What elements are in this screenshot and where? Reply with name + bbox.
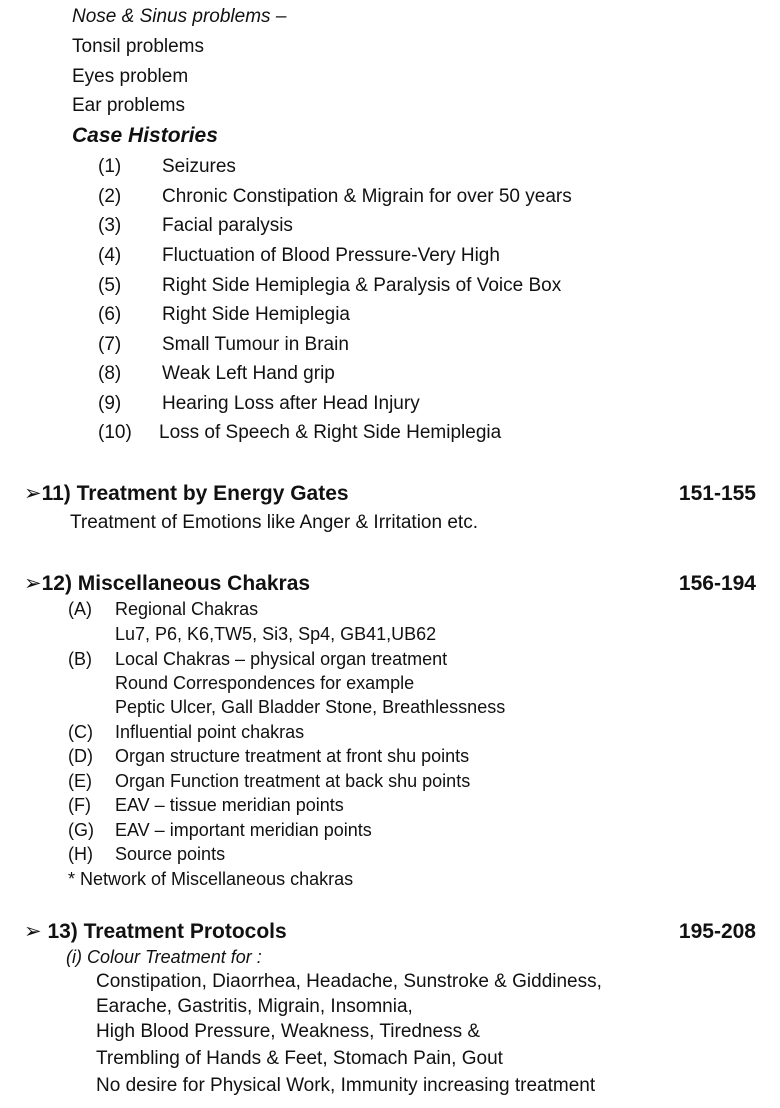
- case-number: (8): [98, 363, 122, 384]
- item-text: Organ Function treatment at back shu points: [115, 771, 471, 791]
- protocol-line: No desire for Physical Work, Immunity increasing treatment: [96, 1075, 596, 1096]
- section-13-title: 13) Treatment Protocols: [47, 920, 287, 943]
- case-text: Chronic Constipation & Migrain for over 50 years: [162, 186, 572, 207]
- section-12-pages: 156-194: [678, 572, 756, 595]
- protocol-line: Constipation, Diaorrhea, Headache, Sunstroke & Giddiness,: [96, 971, 602, 992]
- protocol-line: Trembling of Hands & Feet, Stomach Pain, Gout: [96, 1048, 503, 1069]
- case-histories-title: Case Histories: [72, 124, 218, 147]
- case-text: Small Tumour in Brain: [162, 334, 349, 355]
- section-12-title: 12) Miscellaneous Chakras: [41, 572, 311, 595]
- item-letter: (D): [68, 746, 93, 766]
- case-text: Right Side Hemiplegia: [162, 304, 350, 325]
- section-12-heading: [24, 572, 310, 596]
- section-11-description: Treatment of Emotions like Anger & Irritation etc.: [70, 512, 478, 533]
- section-11-heading: [24, 482, 349, 506]
- case-text: Hearing Loss after Head Injury: [162, 393, 420, 414]
- ear-item: Ear problems: [72, 95, 185, 116]
- section-11-pages: 151-155: [678, 482, 756, 505]
- item-letter: (A): [68, 599, 92, 619]
- case-text: Right Side Hemiplegia & Paralysis of Voice Box: [162, 275, 562, 296]
- item-text: Peptic Ulcer, Gall Bladder Stone, Breathlessness: [115, 697, 506, 717]
- case-number: (4): [98, 245, 122, 266]
- case-text: Weak Left Hand grip: [162, 363, 335, 384]
- item-text: Lu7, P6, K6,TW5, Si3, Sp4, GB41,UB62: [115, 624, 437, 644]
- tonsil-item: Tonsil problems: [72, 36, 204, 57]
- case-number: (7): [98, 334, 122, 355]
- item-letter: (B): [68, 649, 92, 669]
- case-text: Loss of Speech & Right Side Hemiplegia: [159, 422, 502, 443]
- item-letter: (H): [68, 844, 93, 864]
- case-text: Seizures: [162, 156, 236, 177]
- section-13-pages: 195-208: [678, 920, 756, 943]
- section-13-heading: [24, 920, 287, 944]
- case-number: (10): [98, 422, 132, 443]
- section-12-note: * Network of Miscellaneous chakras: [68, 869, 354, 889]
- item-text: EAV – important meridian points: [115, 820, 372, 840]
- item-letter: (E): [68, 771, 92, 791]
- case-number: (6): [98, 304, 122, 325]
- colour-treatment-subtitle: (i) Colour Treatment for :: [66, 947, 262, 967]
- item-letter: (C): [68, 722, 93, 742]
- item-text: Local Chakras – physical organ treatment: [115, 649, 448, 669]
- case-text: Facial paralysis: [162, 215, 293, 236]
- case-text: Fluctuation of Blood Pressure-Very High: [162, 245, 500, 266]
- section-11-title: 11) Treatment by Energy Gates: [41, 482, 349, 505]
- item-text: Organ structure treatment at front shu points: [115, 746, 470, 766]
- arrow-icon: ➢: [24, 572, 42, 595]
- item-text: Source points: [115, 844, 226, 864]
- item-text: Influential point chakras: [115, 722, 305, 742]
- item-text: EAV – tissue meridian points: [115, 795, 344, 815]
- protocol-line: Earache, Gastritis, Migrain, Insomnia,: [96, 996, 413, 1017]
- case-number: (3): [98, 215, 122, 236]
- arrow-icon: ➢: [24, 920, 42, 943]
- case-number: (5): [98, 275, 122, 296]
- eyes-item: Eyes problem: [72, 66, 189, 87]
- case-number: (9): [98, 393, 122, 414]
- arrow-icon: ➢: [24, 482, 42, 505]
- item-letter: (F): [68, 795, 91, 815]
- case-number: (1): [98, 156, 122, 177]
- protocol-line: High Blood Pressure, Weakness, Tiredness &: [96, 1021, 481, 1042]
- item-text: Round Correspondences for example: [115, 673, 415, 693]
- nose-sinus-item: Nose & Sinus problems –: [72, 6, 287, 27]
- item-text: Regional Chakras: [115, 599, 259, 619]
- item-letter: (G): [68, 820, 94, 840]
- case-number: (2): [98, 186, 122, 207]
